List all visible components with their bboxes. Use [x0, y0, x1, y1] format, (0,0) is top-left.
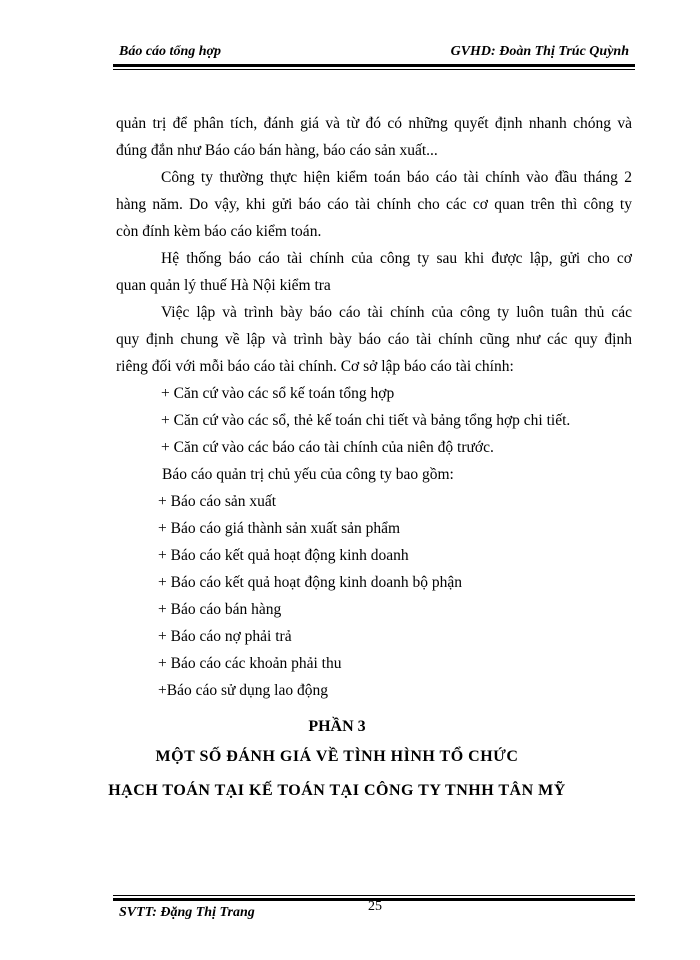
page-header	[113, 36, 635, 66]
list-item: + Báo cáo giá thành sản xuất sản phẩm	[158, 520, 401, 537]
list-item: + Báo cáo bán hàng	[158, 601, 282, 618]
paragraph-line: hàng năm. Do vậy, khi gửi báo cáo tài chính cho các cơ quan trên thì công ty	[116, 196, 632, 213]
paragraph-line: Hệ thống báo cáo tài chính của công ty sau khi được lập, gửi cho cơ	[161, 250, 632, 267]
header-report-title: Báo cáo tổng hợp	[119, 44, 222, 59]
paragraph-line: đúng đắn như Báo cáo bán hàng, báo cáo sản xuất...	[116, 142, 438, 159]
list-item: + Báo cáo sản xuất	[158, 493, 277, 510]
paragraph-line: riêng đối với mỗi báo cáo tài chính. Cơ sở lập báo cáo tài chính:	[116, 358, 514, 375]
list-item: + Báo cáo các khoản phải thu	[158, 655, 342, 672]
mgmt-reports-list	[116, 461, 632, 704]
paragraph-1	[116, 110, 632, 164]
mgmt-intro: Báo cáo quản trị chủ yếu của công ty bao gồm:	[162, 466, 454, 483]
section-number: PHẦN 3	[308, 718, 366, 735]
paragraph-4	[116, 299, 632, 380]
page-body	[116, 110, 632, 704]
section-title-line-2: HẠCH TOÁN TẠI KẾ TOÁN TẠI CÔNG TY TNHH TÂN MỸ	[108, 782, 566, 799]
page-number: 25	[368, 899, 382, 914]
list-item: + Căn cứ vào các báo cáo tài chính của niên độ trước.	[161, 439, 494, 456]
list-item: +Báo cáo sử dụng lao động	[158, 682, 328, 699]
page-footer	[113, 895, 635, 925]
paragraph-line: quan quản lý thuế Hà Nội kiểm tra	[116, 277, 331, 294]
list-item: + Căn cứ vào các sổ, thẻ kế toán chi tiết và bảng tổng hợp chi tiết.	[161, 412, 571, 429]
list-item: + Báo cáo kết quả hoạt động kinh doanh	[158, 547, 409, 564]
section-title-line-1: MỘT SỐ ĐÁNH GIÁ VỀ TÌNH HÌNH TỔ CHỨC	[155, 748, 519, 765]
paragraph-line: Việc lập và trình bày báo cáo tài chính của công ty luôn tuân thủ các	[161, 304, 632, 321]
paragraph-line: quy định chung về lập và trình bày báo cáo tài chính cũng như các quy định	[116, 331, 632, 348]
header-rule-thin	[113, 69, 635, 70]
paragraph-3	[116, 245, 632, 299]
list-item: + Báo cáo kết quả hoạt động kinh doanh bộ phận	[158, 574, 463, 591]
header-advisor: GVHD: Đoàn Thị Trúc Quỳnh	[450, 44, 629, 59]
header-rule-thick	[113, 64, 635, 67]
bases-list	[116, 380, 632, 461]
footer-rule-thin	[113, 895, 635, 896]
list-item: + Căn cứ vào các sổ kế toán tổng hợp	[161, 385, 395, 402]
list-item: + Báo cáo nợ phải trả	[158, 628, 292, 645]
paragraph-2	[116, 164, 632, 245]
paragraph-line: còn đính kèm báo cáo kiểm toán.	[116, 223, 322, 240]
paragraph-line: Công ty thường thực hiện kiểm toán báo cáo tài chính vào đầu tháng 2	[161, 169, 632, 186]
footer-student: SVTT: Đặng Thị Trang	[119, 905, 255, 920]
paragraph-line: quản trị để phân tích, đánh giá và từ đó có những quyết định nhanh chóng và	[116, 115, 632, 132]
